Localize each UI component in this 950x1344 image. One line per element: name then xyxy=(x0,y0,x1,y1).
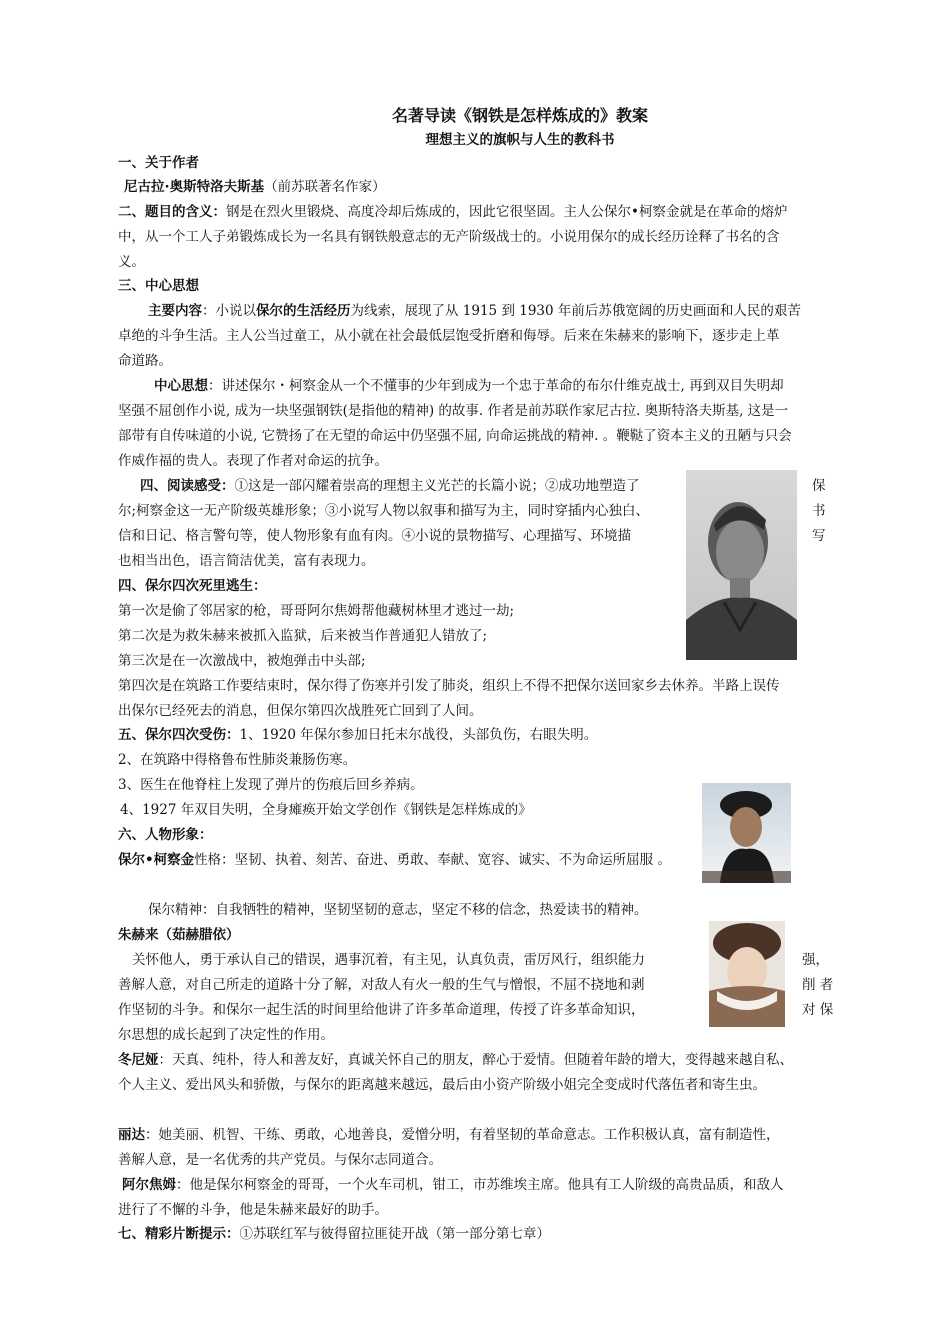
escape-heading: 四、保尔四次死里逃生： xyxy=(118,578,267,594)
rita-line-1: 丽达：她美丽、机智、干练、勇敢，心地善良，爱憎分明，有着坚韧的革命意志。工作积极认真，富有制造性， xyxy=(118,1127,780,1143)
title-meaning-heading: 二、题目的含义： xyxy=(118,204,226,220)
artyom-line-2: 进行了不懈的斗争，他是朱赫来最好的助手。 xyxy=(118,1202,388,1218)
artyom-line-1: 阿尔焦姆：他是保尔柯察金的哥哥，一个火车司机，钳工，市苏维埃主席。他具有工人阶级的高贵品质，和敌人 xyxy=(122,1177,784,1193)
paul-traits-line: 保尔•柯察金性格：坚韧、执着、刻苦、奋进、勇敢、奉献、宽容、诚实、不为命运所屈服 。 xyxy=(118,852,671,868)
zhuhelai-line-3: 作坚韧的斗争。和保尔一起生活的时间里给他讲了许多革命道理，传授了许多革命知识， xyxy=(118,1002,645,1018)
page-title: 名著导读《钢铁是怎样炼成的》教案 xyxy=(391,106,648,125)
section-author-heading: 一、关于作者 xyxy=(118,155,199,171)
central-idea-heading: 三、中心思想 xyxy=(118,278,199,294)
central-idea-line-1: 中心思想：讲述保尔・柯察金从一个不懂事的少年到成为一个忠于革命的布尔什维克战士, 再到双目失明却 xyxy=(154,378,784,394)
rita-line-2: 善解人意，是一名优秀的共产党员。与保尔志同道合。 xyxy=(118,1152,442,1168)
author-line xyxy=(124,177,386,197)
highlights-heading: 七、精彩片断提示： xyxy=(118,1226,240,1242)
tonya-line-2: 个人主义、爱出风头和骄傲，与保尔的距离越来越远，最后由小资产阶级小姐完全变成时代落伍者和寄生虫。 xyxy=(118,1077,766,1093)
escape-5: 出保尔已经死去的消息，但保尔第四次战胜死亡回到了人间。 xyxy=(118,703,483,719)
injury-heading: 五、保尔四次受伤： xyxy=(118,727,240,743)
page-subtitle: 理想主义的旗帜与人生的教科书 xyxy=(425,132,615,148)
reading-heading: 四、阅读感受： xyxy=(140,478,235,494)
injury-line-1: 五、保尔四次受伤：1、1920 年保尔参加日托末尔战役，头部负伤，右眼失明。 xyxy=(118,727,598,743)
reading-line-2: 尔;柯察金这一无产阶级英雄形象；③小说写人物以叙事和描写为主，同时穿插内心独白、 xyxy=(118,503,650,519)
escape-4: 第四次是在筑路工作要结束时，保尔得了伤寒并引发了肺炎，组织上不得不把保尔送回家乡去休养。半路上误传 xyxy=(118,678,780,694)
tonya-line-1: 冬尼娅：天真、纯朴，待人和善友好，真诚关怀自己的朋友，醉心于爱情。但随着年龄的增大，变得越来越自私、 xyxy=(118,1052,793,1068)
reading-line-3: 信和日记、格言警句等，使人物形象有血有肉。④小说的景物描写、心理描写、环境描 xyxy=(118,528,631,544)
highlights-line-1: 七、精彩片断提示：①苏联红军与彼得留拉匪徒开战（第一部分第七章） xyxy=(118,1226,550,1242)
central-idea-line-2: 坚强不屈创作小说, 成为一块坚强钢铁(是指他的精神) 的故事. 作者是前苏联作家尼古拉. 奥斯特洛夫斯基, 这是一 xyxy=(118,403,789,419)
zhuhelai-line-2: 善解人意，对自己所走的道路十分了解，对敌人有火一般的生气与憎恨，不屈不挠地和剥 xyxy=(118,977,645,993)
main-content-line-1: 主要内容：小说以保尔的生活经历为线索，展现了从 1915 到 1930 年前后苏俄宽阔的历史画面和人民的艰苦 xyxy=(148,303,801,319)
paul-spirit-line: 保尔精神：自我牺牲的精神，坚韧坚韧的意志，坚定不移的信念，热爱读书的精神。 xyxy=(148,902,648,918)
author-name: 尼古拉·奥斯特洛夫斯基 xyxy=(124,179,265,195)
central-idea-line-3: 部带有自传味道的小说, 它赞扬了在无望的命运中仍坚强不屈, 向命运挑战的精神. 。鞭鞑了资本主义的丑陋与只会 xyxy=(118,428,792,444)
zhuhelai-heading: 朱赫来（茹赫腊依） xyxy=(118,927,240,943)
main-content-line-3: 命道路。 xyxy=(118,353,172,369)
author-portrait xyxy=(686,470,797,660)
paul-photo xyxy=(702,783,791,883)
characters-heading: 六、人物形象： xyxy=(118,827,213,843)
reading-line-1: 四、阅读感受：①这是一部闪耀着崇高的理想主义光芒的长篇小说；②成功地塑造了 xyxy=(140,478,640,494)
title-meaning-line-3: 义。 xyxy=(118,254,145,270)
title-meaning-line-1: 二、题目的含义：钢是在烈火里锻烧、高度冷却后炼成的，因此它很坚固。主人公保尔•柯察金就是在革命的熔炉 xyxy=(118,204,788,220)
zhuhelai-line-4: 尔思想的成长起到了决定性的作用。 xyxy=(118,1027,334,1043)
reading-line-4: 也相当出色，语言简洁优美，富有表现力。 xyxy=(118,553,375,569)
escape-1: 第一次是偷了邻居家的枪，哥哥阿尔焦姆帮他藏树林里才逃过一劫; xyxy=(118,603,515,619)
tonya-photo xyxy=(709,921,785,1027)
main-content-line-2: 卓绝的斗争生活。主人公当过童工，从小就在社会最低层饱受折磨和侮辱。后来在朱赫来的影响下，逐步走上革 xyxy=(118,328,780,344)
escape-2: 第二次是为救朱赫来被抓入监狱，后来被当作普通犯人错放了; xyxy=(118,628,488,644)
central-idea-line-4: 作威作福的贵人。表现了作者对命运的抗争。 xyxy=(118,453,388,469)
escape-3: 第三次是在一次激战中，被炮弹击中头部; xyxy=(118,653,366,669)
author-note: （前苏联著名作家） xyxy=(264,179,386,195)
injury-4: 4、1927 年双目失明，全身瘫痪开始文学创作《钢铁是怎样炼成的》 xyxy=(120,802,532,818)
injury-3: 3、医生在他脊柱上发现了弹片的伤痕后回乡养病。 xyxy=(118,777,424,793)
zhuhelai-line-1: 关怀他人，勇于承认自己的错误，遇事沉着，有主见，认真负责，雷厉风行，组织能力 xyxy=(132,952,645,968)
injury-2: 2、在筑路中得格鲁布性肺炎兼肠伤寒。 xyxy=(118,752,357,768)
title-meaning-line-2: 中，从一个工人子弟锻炼成长为一名具有钢铁般意志的无产阶级战士的。小说用保尔的成长经历诠释了书名的含 xyxy=(118,229,780,245)
